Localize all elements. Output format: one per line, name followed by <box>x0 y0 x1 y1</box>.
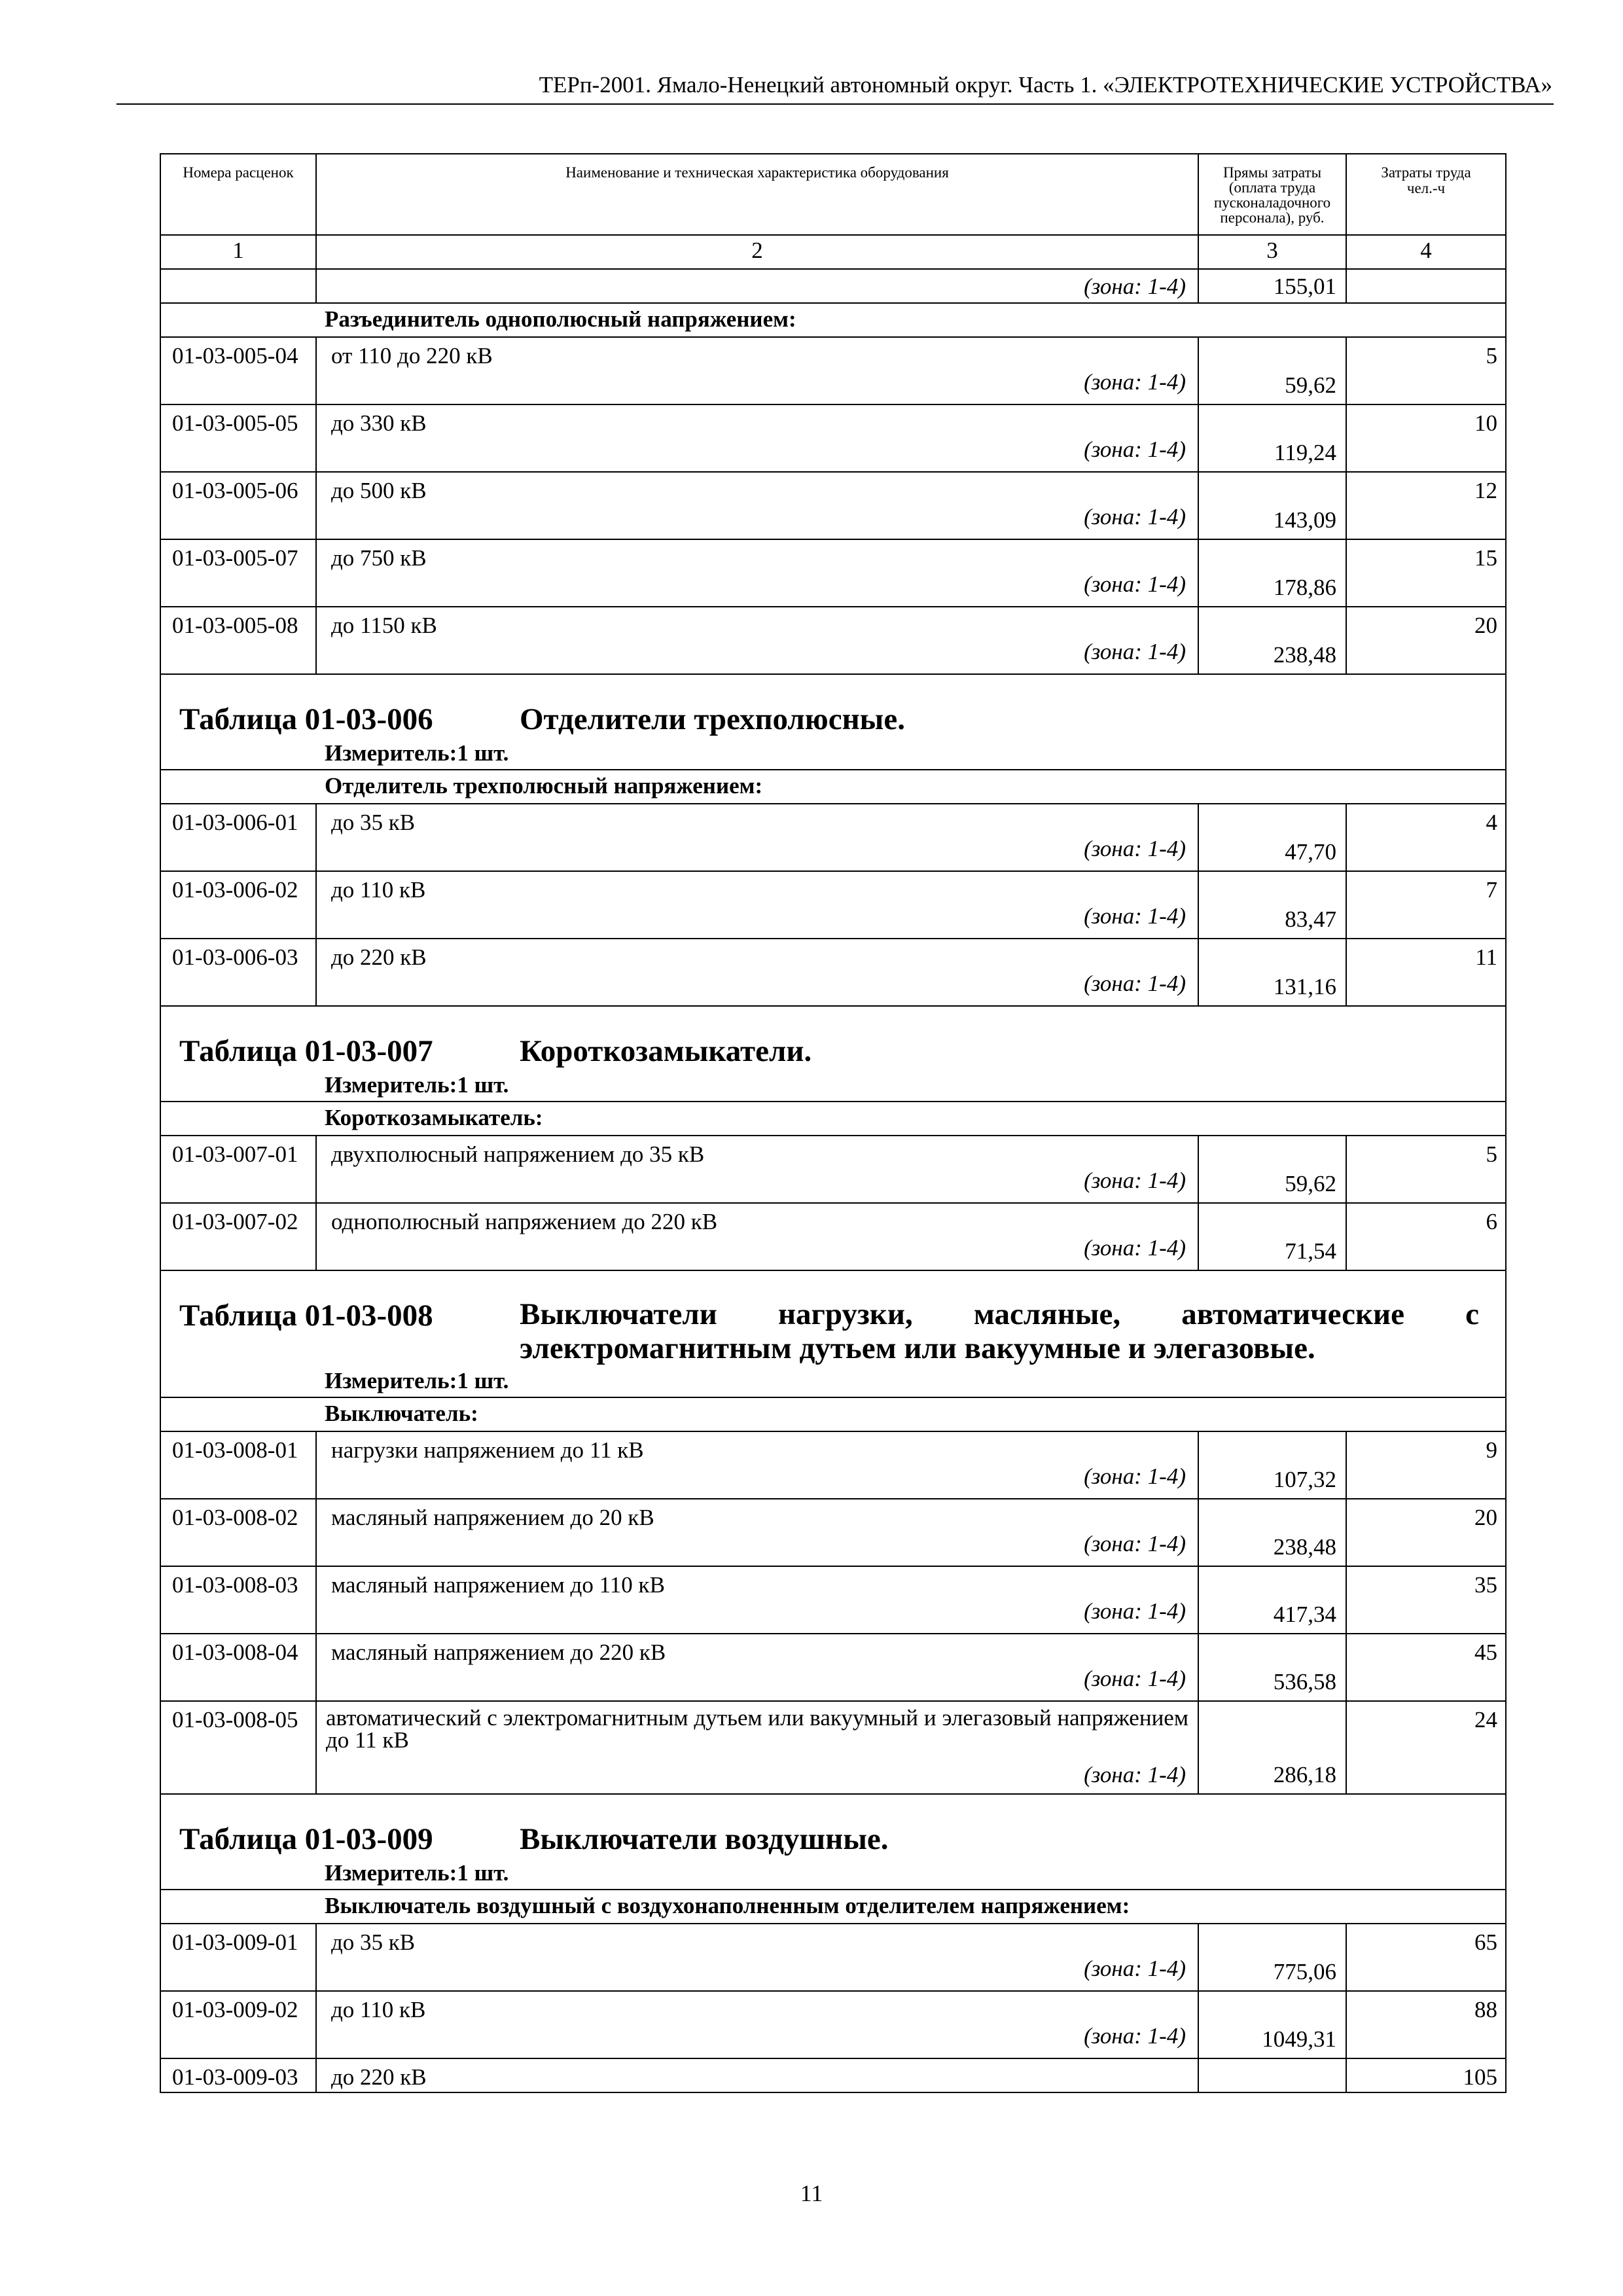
rate-description <box>316 871 1198 939</box>
zone-label: (зона: 1-4) <box>1084 369 1186 395</box>
rate-name: до 35 кВ <box>331 810 416 835</box>
rate-description <box>316 1136 1198 1203</box>
table-section-row <box>160 1006 1506 1102</box>
rate-name: до 220 кВ <box>331 944 427 970</box>
table-row <box>160 1499 1506 1566</box>
rate-name: до 750 кВ <box>331 545 427 571</box>
rate-name: до 330 кВ <box>331 410 427 436</box>
zone-label: (зона: 1-4) <box>1084 437 1186 462</box>
table-row <box>160 1991 1506 2058</box>
rate-code: 01-03-007-02 <box>160 1203 316 1270</box>
group-row <box>160 770 1506 804</box>
price-cell: 59,62 <box>1198 337 1346 404</box>
rate-code: 01-03-005-06 <box>160 472 316 539</box>
rate-description <box>316 939 1198 1006</box>
table-section-row <box>160 1270 1506 1397</box>
section-number: Таблица 01-03-006 <box>179 702 433 736</box>
rate-name: до 220 кВ <box>331 2064 427 2090</box>
labor-cell: 4 <box>1346 804 1506 871</box>
rate-description <box>316 404 1198 472</box>
section-number: Таблица 01-03-007 <box>179 1034 433 1068</box>
rate-code: 01-03-008-04 <box>160 1634 316 1701</box>
labor-cell: 6 <box>1346 1203 1506 1270</box>
table-row <box>160 1566 1506 1634</box>
column-header-code: Номера расценок <box>160 154 316 235</box>
rate-description <box>316 1634 1198 1701</box>
rate-name: двухполюсный напряжением до 35 кВ <box>331 1141 705 1167</box>
code-cell <box>160 269 316 303</box>
table-row <box>160 804 1506 871</box>
zone-label: (зона: 1-4) <box>1084 1762 1186 1787</box>
table-row <box>160 539 1506 607</box>
rate-code: 01-03-006-03 <box>160 939 316 1006</box>
group-row <box>160 303 1506 337</box>
rate-code: 01-03-008-05 <box>160 1701 316 1794</box>
zone-label: (зона: 1-4) <box>1084 971 1186 996</box>
labor-cell <box>1346 269 1506 303</box>
zone-label: (зона: 1-4) <box>1084 274 1186 299</box>
price-cell: 417,34 <box>1198 1566 1346 1634</box>
section-title <box>161 1271 1505 1365</box>
unit-of-measure: Измеритель:1 шт. <box>325 1072 509 1098</box>
rate-code: 01-03-006-02 <box>160 871 316 939</box>
zone-label: (зона: 1-4) <box>1084 1235 1186 1261</box>
section-title <box>161 1007 1505 1069</box>
price-cell: 83,47 <box>1198 871 1346 939</box>
group-heading: Выключатель воздушный с воздухонаполненным отделителем напряжением: <box>160 1890 1506 1924</box>
price-cell: 59,62 <box>1198 1136 1346 1203</box>
group-heading: Короткозамыкатель: <box>160 1102 1506 1136</box>
rate-description <box>316 472 1198 539</box>
labor-cell: 12 <box>1346 472 1506 539</box>
price-cell: 775,06 <box>1198 1924 1346 1991</box>
table-section-row <box>160 1794 1506 1890</box>
price-cell: 155,01 <box>1198 269 1346 303</box>
rate-code: 01-03-008-01 <box>160 1431 316 1499</box>
rate-name: масляный напряжением до 110 кВ <box>331 1572 665 1598</box>
rate-description <box>316 607 1198 674</box>
zone-label: (зона: 1-4) <box>1084 2023 1186 2049</box>
rate-description <box>316 1566 1198 1634</box>
rate-code: 01-03-005-08 <box>160 607 316 674</box>
rate-name: однополюсный напряжением до 220 кВ <box>331 1209 718 1234</box>
labor-cell: 105 <box>1346 2058 1506 2092</box>
group-heading: Выключатель: <box>160 1397 1506 1431</box>
table-row <box>160 1136 1506 1203</box>
table-section <box>160 674 1506 770</box>
column-number-row <box>160 235 1506 269</box>
rate-name: до 500 кВ <box>331 478 427 503</box>
rates-table <box>160 153 1507 2093</box>
price-cell: 238,48 <box>1198 1499 1346 1566</box>
labor-cell: 24 <box>1346 1701 1506 1794</box>
section-title <box>161 1795 1505 1857</box>
unit-of-measure: Измеритель:1 шт. <box>325 1860 509 1886</box>
price-cell: 238,48 <box>1198 607 1346 674</box>
labor-cell: 10 <box>1346 404 1506 472</box>
table-header-row <box>160 154 1506 235</box>
rate-code: 01-03-009-01 <box>160 1924 316 1991</box>
rate-code: 01-03-005-05 <box>160 404 316 472</box>
rate-name: до 110 кВ <box>331 877 426 903</box>
rate-description <box>316 1701 1198 1794</box>
zone-label: (зона: 1-4) <box>1084 1666 1186 1691</box>
rate-code: 01-03-005-07 <box>160 539 316 607</box>
rate-description <box>316 1431 1198 1499</box>
section-name: Выключатели воздушные. <box>520 1822 889 1856</box>
table-section <box>160 1006 1506 1102</box>
labor-cell: 5 <box>1346 337 1506 404</box>
price-cell: 536,58 <box>1198 1634 1346 1701</box>
running-header: ТЕРп-2001. Ямало-Ненецкий автономный округ. Часть 1. «ЭЛЕКТРОТЕХНИЧЕСКИЕ УСТРОЙСТВА» <box>539 72 1552 98</box>
rate-description <box>316 2058 1198 2092</box>
column-header-labor: Затраты труда чел.-ч <box>1346 154 1506 235</box>
rate-code: 01-03-005-04 <box>160 337 316 404</box>
table-section-row <box>160 674 1506 770</box>
table-row <box>160 337 1506 404</box>
group-row <box>160 1890 1506 1924</box>
zone-label: (зона: 1-4) <box>1084 903 1186 929</box>
table-row <box>160 1431 1506 1499</box>
rate-description <box>316 539 1198 607</box>
section-name: Короткозамыкатели. <box>520 1034 812 1068</box>
name-cell <box>316 269 1198 303</box>
column-number: 3 <box>1198 235 1346 269</box>
zone-label: (зона: 1-4) <box>1084 504 1186 529</box>
labor-cell: 15 <box>1346 539 1506 607</box>
zone-label: (зона: 1-4) <box>1084 1168 1186 1193</box>
rate-name: масляный напряжением до 220 кВ <box>331 1640 666 1665</box>
rate-description <box>316 804 1198 871</box>
table-row <box>160 939 1506 1006</box>
labor-cell: 45 <box>1346 1634 1506 1701</box>
price-cell: 178,86 <box>1198 539 1346 607</box>
rate-name: до 110 кВ <box>331 1997 426 2022</box>
rate-code: 01-03-007-01 <box>160 1136 316 1203</box>
rate-description <box>316 1203 1198 1270</box>
rate-name: от 110 до 220 кВ <box>331 343 493 368</box>
column-number: 2 <box>316 235 1198 269</box>
price-cell: 1049,31 <box>1198 1991 1346 2058</box>
rate-name: нагрузки напряжением до 11 кВ <box>331 1437 644 1463</box>
rate-code: 01-03-009-02 <box>160 1991 316 2058</box>
table-row <box>160 1701 1506 1794</box>
section-title <box>161 675 1505 738</box>
table-row <box>160 1924 1506 1991</box>
table-section <box>160 1794 1506 1890</box>
column-header-name: Наименование и техническая характеристика оборудования <box>316 154 1198 235</box>
rate-code: 01-03-006-01 <box>160 804 316 871</box>
rate-code: 01-03-009-03 <box>160 2058 316 2092</box>
section-name: Отделители трехполюсные. <box>520 702 905 736</box>
table-row <box>160 607 1506 674</box>
zone-label: (зона: 1-4) <box>1084 1598 1186 1624</box>
labor-cell: 35 <box>1346 1566 1506 1634</box>
section-number: Таблица 01-03-009 <box>179 1822 433 1856</box>
rate-code: 01-03-008-03 <box>160 1566 316 1634</box>
price-cell: 286,18 <box>1198 1701 1346 1794</box>
price-cell <box>1198 2058 1346 2092</box>
rate-name: до 1150 кВ <box>331 613 437 638</box>
zone-label: (зона: 1-4) <box>1084 1463 1186 1489</box>
rate-description <box>316 1991 1198 2058</box>
column-number: 4 <box>1346 235 1506 269</box>
labor-cell: 65 <box>1346 1924 1506 1991</box>
group-heading: Отделитель трехполюсный напряжением: <box>160 770 1506 804</box>
zone-label: (зона: 1-4) <box>1084 1956 1186 1981</box>
rate-description <box>316 1499 1198 1566</box>
carry-over-row <box>160 269 1506 303</box>
table-row <box>160 871 1506 939</box>
labor-cell: 5 <box>1346 1136 1506 1203</box>
column-header-direct-costs: Прямы затраты (оплата труда пусконаладочного персонала), руб. <box>1198 154 1346 235</box>
price-cell: 119,24 <box>1198 404 1346 472</box>
rate-name: масляный напряжением до 20 кВ <box>331 1505 654 1530</box>
table-row <box>160 1203 1506 1270</box>
zone-label: (зона: 1-4) <box>1084 639 1186 664</box>
table-section <box>160 1270 1506 1397</box>
group-row <box>160 1397 1506 1431</box>
labor-cell: 11 <box>1346 939 1506 1006</box>
section-name: Выключатели нагрузки, масляные, автоматические с электромагнитным дутьем или вакуумные и элегазовые. <box>520 1297 1479 1365</box>
price-cell: 107,32 <box>1198 1431 1346 1499</box>
price-cell: 143,09 <box>1198 472 1346 539</box>
unit-of-measure: Измеритель:1 шт. <box>325 740 509 766</box>
section-number: Таблица 01-03-008 <box>179 1299 433 1333</box>
zone-label: (зона: 1-4) <box>1084 1531 1186 1556</box>
rate-name: автоматический с электромагнитным дутьем или вакуумный и элегазовый напряжением до 11 кВ <box>326 1705 1188 1753</box>
header-rule <box>116 103 1554 105</box>
unit-of-measure: Измеритель:1 шт. <box>325 1368 509 1393</box>
price-cell: 71,54 <box>1198 1203 1346 1270</box>
labor-cell: 9 <box>1346 1431 1506 1499</box>
labor-cell: 88 <box>1346 1991 1506 2058</box>
rate-name: до 35 кВ <box>331 1929 416 1955</box>
rate-description <box>316 1924 1198 1991</box>
rate-code: 01-03-008-02 <box>160 1499 316 1566</box>
labor-cell: 20 <box>1346 1499 1506 1566</box>
group-heading: Разъединитель однополюсный напряжением: <box>160 303 1506 337</box>
page-number: 11 <box>800 2180 823 2206</box>
rate-description <box>316 337 1198 404</box>
zone-label: (зона: 1-4) <box>1084 836 1186 861</box>
column-number: 1 <box>160 235 316 269</box>
price-cell: 131,16 <box>1198 939 1346 1006</box>
table-row <box>160 404 1506 472</box>
price-cell: 47,70 <box>1198 804 1346 871</box>
labor-cell: 7 <box>1346 871 1506 939</box>
labor-cell: 20 <box>1346 607 1506 674</box>
group-row <box>160 1102 1506 1136</box>
table-row <box>160 472 1506 539</box>
zone-label: (зона: 1-4) <box>1084 571 1186 597</box>
table-row <box>160 2058 1506 2092</box>
table-row <box>160 1634 1506 1701</box>
rates-table-body <box>160 154 1506 2092</box>
